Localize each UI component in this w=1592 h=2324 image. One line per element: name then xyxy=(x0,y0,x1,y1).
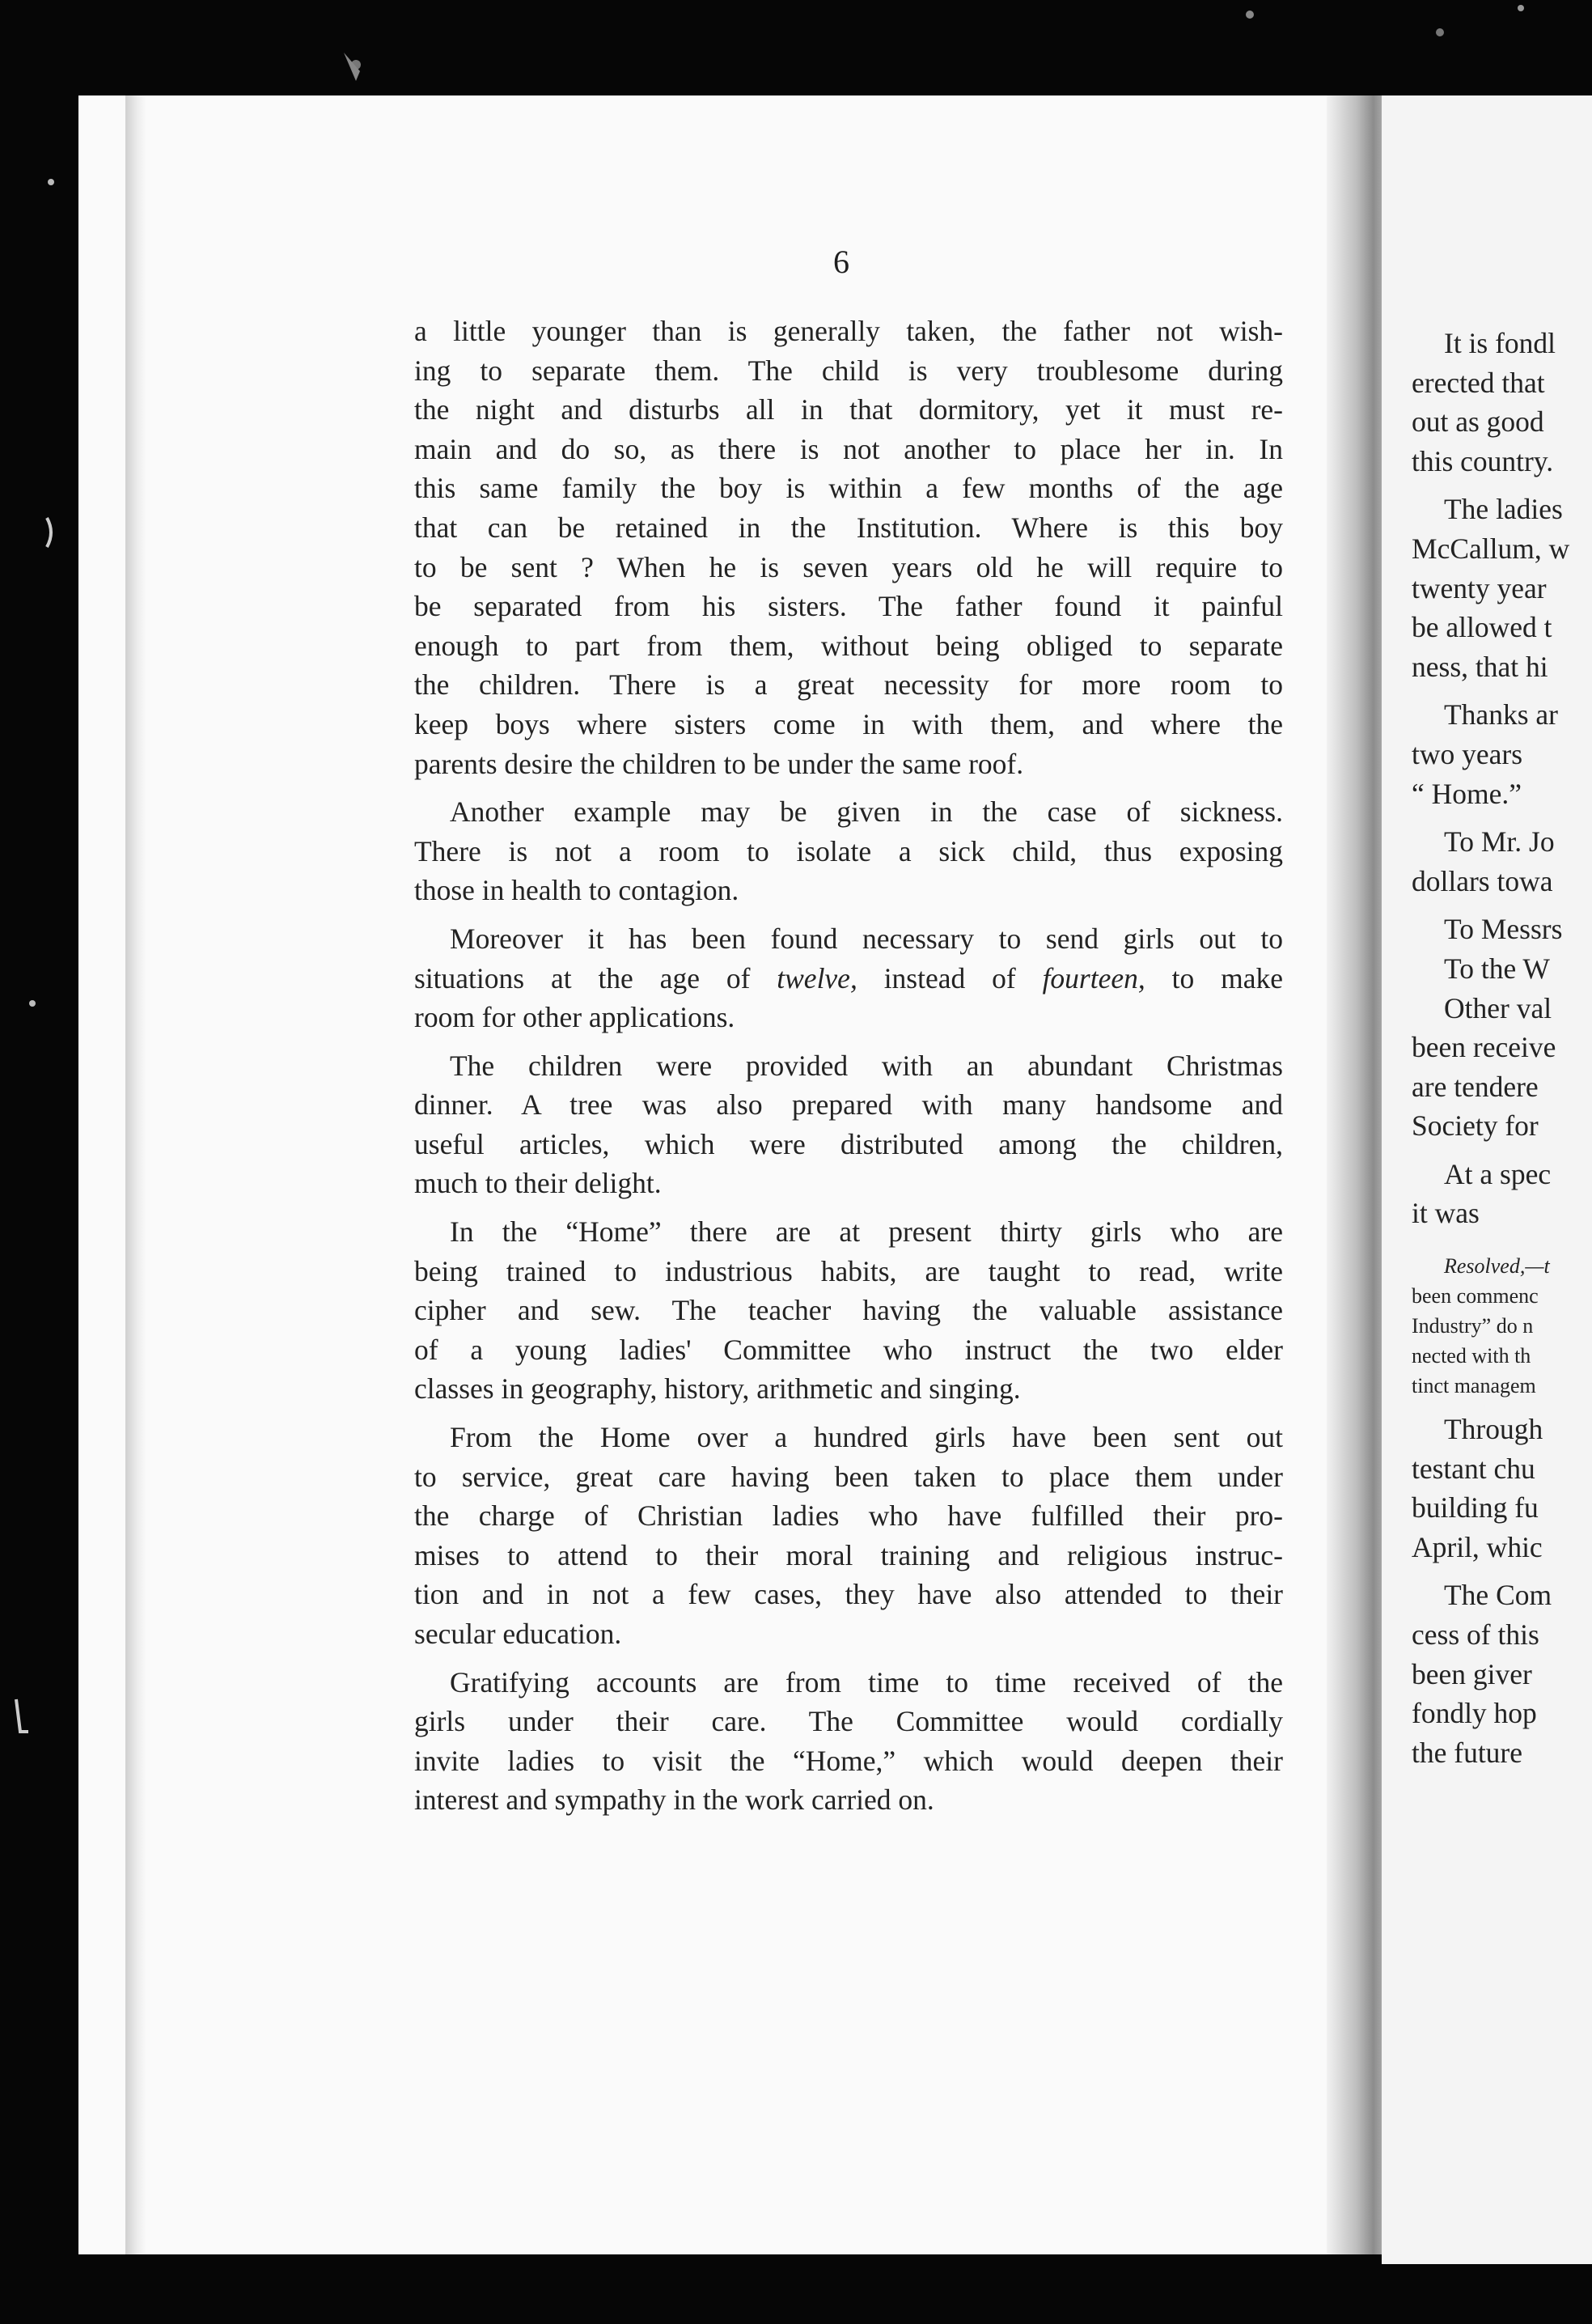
text-line: cipher and sew. The teacher having the valuable assistance xyxy=(414,1294,1283,1327)
text-line: testant chu xyxy=(1412,1452,1535,1485)
text-line: the children. There is a great necessity for more room to xyxy=(414,668,1283,702)
text-line: those in health to contagion. xyxy=(414,874,739,907)
text-line: Resolved,—t xyxy=(1444,1254,1550,1279)
text-line: been giver xyxy=(1412,1657,1532,1690)
paragraph xyxy=(414,1418,1283,1654)
text-line: In the “Home” there are at present thirty girls who are xyxy=(450,1215,1283,1249)
text-line: It is fondl xyxy=(1444,327,1556,359)
text-line: cess of this xyxy=(1412,1618,1539,1652)
text-line: Industry” do n xyxy=(1412,1314,1534,1338)
text-line: “ Home.” xyxy=(1412,777,1522,810)
text-line: At a spec xyxy=(1444,1157,1552,1190)
text-line: be allowed t xyxy=(1412,611,1552,644)
paragraph xyxy=(414,1212,1283,1409)
text-line: secular education. xyxy=(414,1618,622,1650)
text-line: tinct managem xyxy=(1412,1374,1536,1398)
text-line: classes in geography, history, arithmetic and singing. xyxy=(414,1372,1021,1406)
text-line: building fu xyxy=(1412,1491,1539,1525)
text-line: Another example may be given in the case of sickness. xyxy=(450,795,1283,829)
text-line: erected that xyxy=(1412,366,1545,399)
text-line: Moreover it has been found necessary to send girls out to xyxy=(450,922,1283,955)
text-line-with-italics: situations at the age of twelve, instead of fourteen, to make xyxy=(414,961,1283,994)
text-line: this same family the boy is within a few months of the age xyxy=(414,472,1283,505)
text-line: the future xyxy=(1412,1736,1523,1769)
text-line: much to their delight. xyxy=(414,1167,662,1200)
paragraph xyxy=(414,919,1283,1037)
text-line: that can be retained in the Institution. Where is this boy xyxy=(414,511,1283,544)
text-line: of a young ladies' Committee who instruct the two elder xyxy=(414,1333,1283,1366)
text-line: The ladies xyxy=(1444,493,1563,526)
text-line: been receive xyxy=(1412,1031,1556,1064)
text-line: are tendere xyxy=(1412,1070,1539,1103)
text-line: useful articles, which were distributed among the children, xyxy=(414,1127,1283,1160)
text-line: parents desire the children to be under the same roof. xyxy=(414,747,1024,780)
text-line: Other val xyxy=(1444,991,1552,1024)
text-line: the charge of Christian ladies who have fulfilled their pro- xyxy=(414,1499,1283,1533)
text-line: ness, that hi xyxy=(1412,650,1548,683)
text-line: Thanks ar xyxy=(1444,698,1558,732)
paragraph xyxy=(414,1046,1283,1203)
text-line: Society for xyxy=(1412,1109,1539,1143)
text-line: been commenc xyxy=(1412,1284,1539,1308)
text-line: From the Home over a hundred girls have been sent out xyxy=(450,1421,1283,1454)
paragraph xyxy=(414,312,1283,783)
text-line: the night and disturbs all in that dormitory, yet it must re- xyxy=(414,393,1283,426)
paragraph xyxy=(414,792,1283,910)
left-binding-shadow xyxy=(125,95,146,2254)
text-line: keep boys where sisters come in with them, and where the xyxy=(414,707,1283,740)
text-line: dollars towa xyxy=(1412,864,1553,897)
text-line: room for other applications. xyxy=(414,1001,735,1034)
text-line: fondly hop xyxy=(1412,1697,1537,1730)
text-line: tion and in not a few cases, they have also attended to their xyxy=(414,1578,1283,1611)
text-line: interest and sympathy in the work carried on. xyxy=(414,1783,934,1817)
text-line: nected with th xyxy=(1412,1344,1531,1368)
text-line: There is not a room to isolate a sick child, thus exposing xyxy=(414,834,1283,867)
text-line: girls under their care. The Committee would cordially xyxy=(414,1705,1283,1738)
text-line: it was xyxy=(1412,1197,1480,1230)
text-line: a little younger than is generally taken, the father not wish- xyxy=(414,315,1283,347)
text-line: to be sent ? When he is seven years old he will require to xyxy=(414,550,1283,583)
text-line: be separated from his sisters. The father found it painful xyxy=(414,590,1283,623)
text-line: To the W xyxy=(1444,952,1550,985)
text-line: Through xyxy=(1444,1413,1543,1446)
center-gutter-shadow xyxy=(1327,95,1382,2254)
text-line: main and do so, as there is not another to place her in. In xyxy=(414,432,1283,465)
text-line: invite ladies to visit the “Home,” which would deepen their xyxy=(414,1744,1283,1777)
right-page-text xyxy=(1412,324,1592,1772)
paragraph xyxy=(414,1663,1283,1820)
text-line: mises to attend to their moral training and religious instruc- xyxy=(414,1538,1283,1571)
text-line: two years xyxy=(1412,737,1523,770)
text-line: twenty year xyxy=(1412,571,1547,604)
text-line: enough to part from them, without being obliged to separate xyxy=(414,629,1283,662)
text-line: The children were provided with an abundant Christmas xyxy=(450,1049,1283,1082)
text-line: The Com xyxy=(1444,1579,1552,1612)
text-line: being trained to industrious habits, are taught to read, write xyxy=(414,1254,1283,1287)
text-line: Gratifying accounts are from time to time received of the xyxy=(450,1665,1283,1698)
text-line: ing to separate them. The child is very troublesome during xyxy=(414,354,1283,387)
left-page-text xyxy=(414,312,1283,1829)
text-line: To Mr. Jo xyxy=(1444,825,1555,859)
text-line: out as good xyxy=(1412,405,1544,439)
text-line: this country. xyxy=(1412,444,1554,477)
text-line: To Messrs xyxy=(1444,913,1563,946)
right-page-clip xyxy=(1382,95,1592,2264)
text-line: McCallum, w xyxy=(1412,532,1570,565)
text-line: dinner. A tree was also prepared with many handsome and xyxy=(414,1088,1283,1122)
text-line: to service, great care having been taken to place them under xyxy=(414,1460,1283,1493)
text-line: April, whic xyxy=(1412,1530,1543,1563)
page-number: 6 xyxy=(833,244,849,280)
